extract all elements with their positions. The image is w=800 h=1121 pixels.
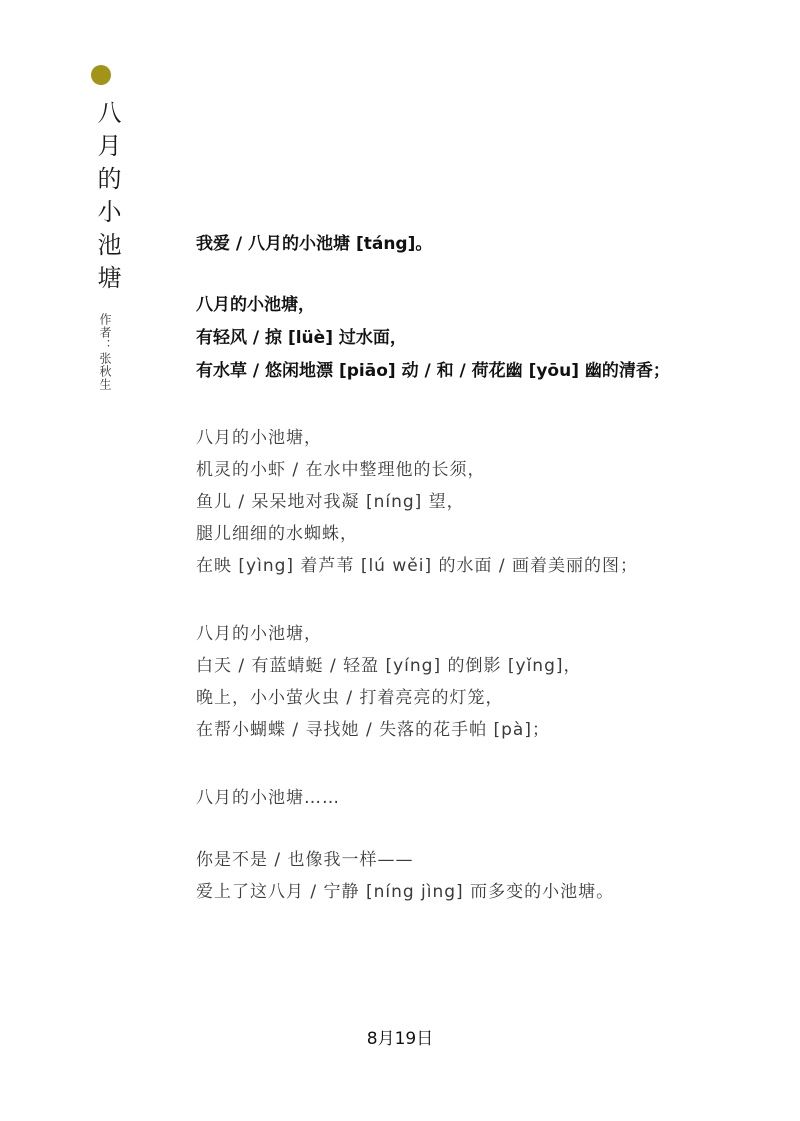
decorative-dot: [91, 65, 111, 85]
poem-line: 白天 / 有蓝蜻蜓 / 轻盈 [yíng] 的倒影 [yǐng]，: [196, 656, 582, 676]
poem-line: 在帮小蝴蝶 / 寻找她 / 失落的花手帕 [pà]；: [196, 720, 550, 740]
poem-line-closing: 爱上了这八月 / 宁静 [níng jìng] 而多变的小池塘。: [196, 882, 615, 902]
poem-line: 八月的小池塘，: [196, 428, 322, 448]
poem-line: 在映 [yìng] 着芦苇 [lú wěi] 的水面 / 画着美丽的图；: [196, 556, 639, 576]
poem-line: 八月的小池塘，: [196, 295, 315, 315]
poem-line: 你是不是 / 也像我一样——: [196, 850, 414, 870]
poem-line: 八月的小池塘，: [196, 624, 322, 644]
author-credit-vertical: 作者：张秋生: [98, 313, 112, 391]
poem-line: 机灵的小虾 / 在水中整理他的长须，: [196, 460, 486, 480]
poem-line: 有轻风 / 掠 [lüè] 过水面，: [196, 328, 407, 348]
poem-line: 腿儿细细的水蜘蛛，: [196, 524, 358, 544]
poem-line: 晚上，小小萤火虫 / 打着亮亮的灯笼，: [196, 688, 504, 708]
date-footer: 8月19日: [366, 1029, 434, 1049]
poem-title-vertical: 八月的小池塘: [93, 100, 121, 298]
poem-line: 八月的小池塘……: [196, 788, 340, 808]
poem-line: 有水草 / 悠闲地漂 [piāo] 动 / 和 / 荷花幽 [yōu] 幽的清香；: [196, 361, 670, 381]
poem-line-opening: 我爱 / 八月的小池塘 [táng]。: [196, 234, 433, 254]
poem-line: 鱼儿 / 呆呆地对我凝 [níng] 望，: [196, 492, 465, 512]
